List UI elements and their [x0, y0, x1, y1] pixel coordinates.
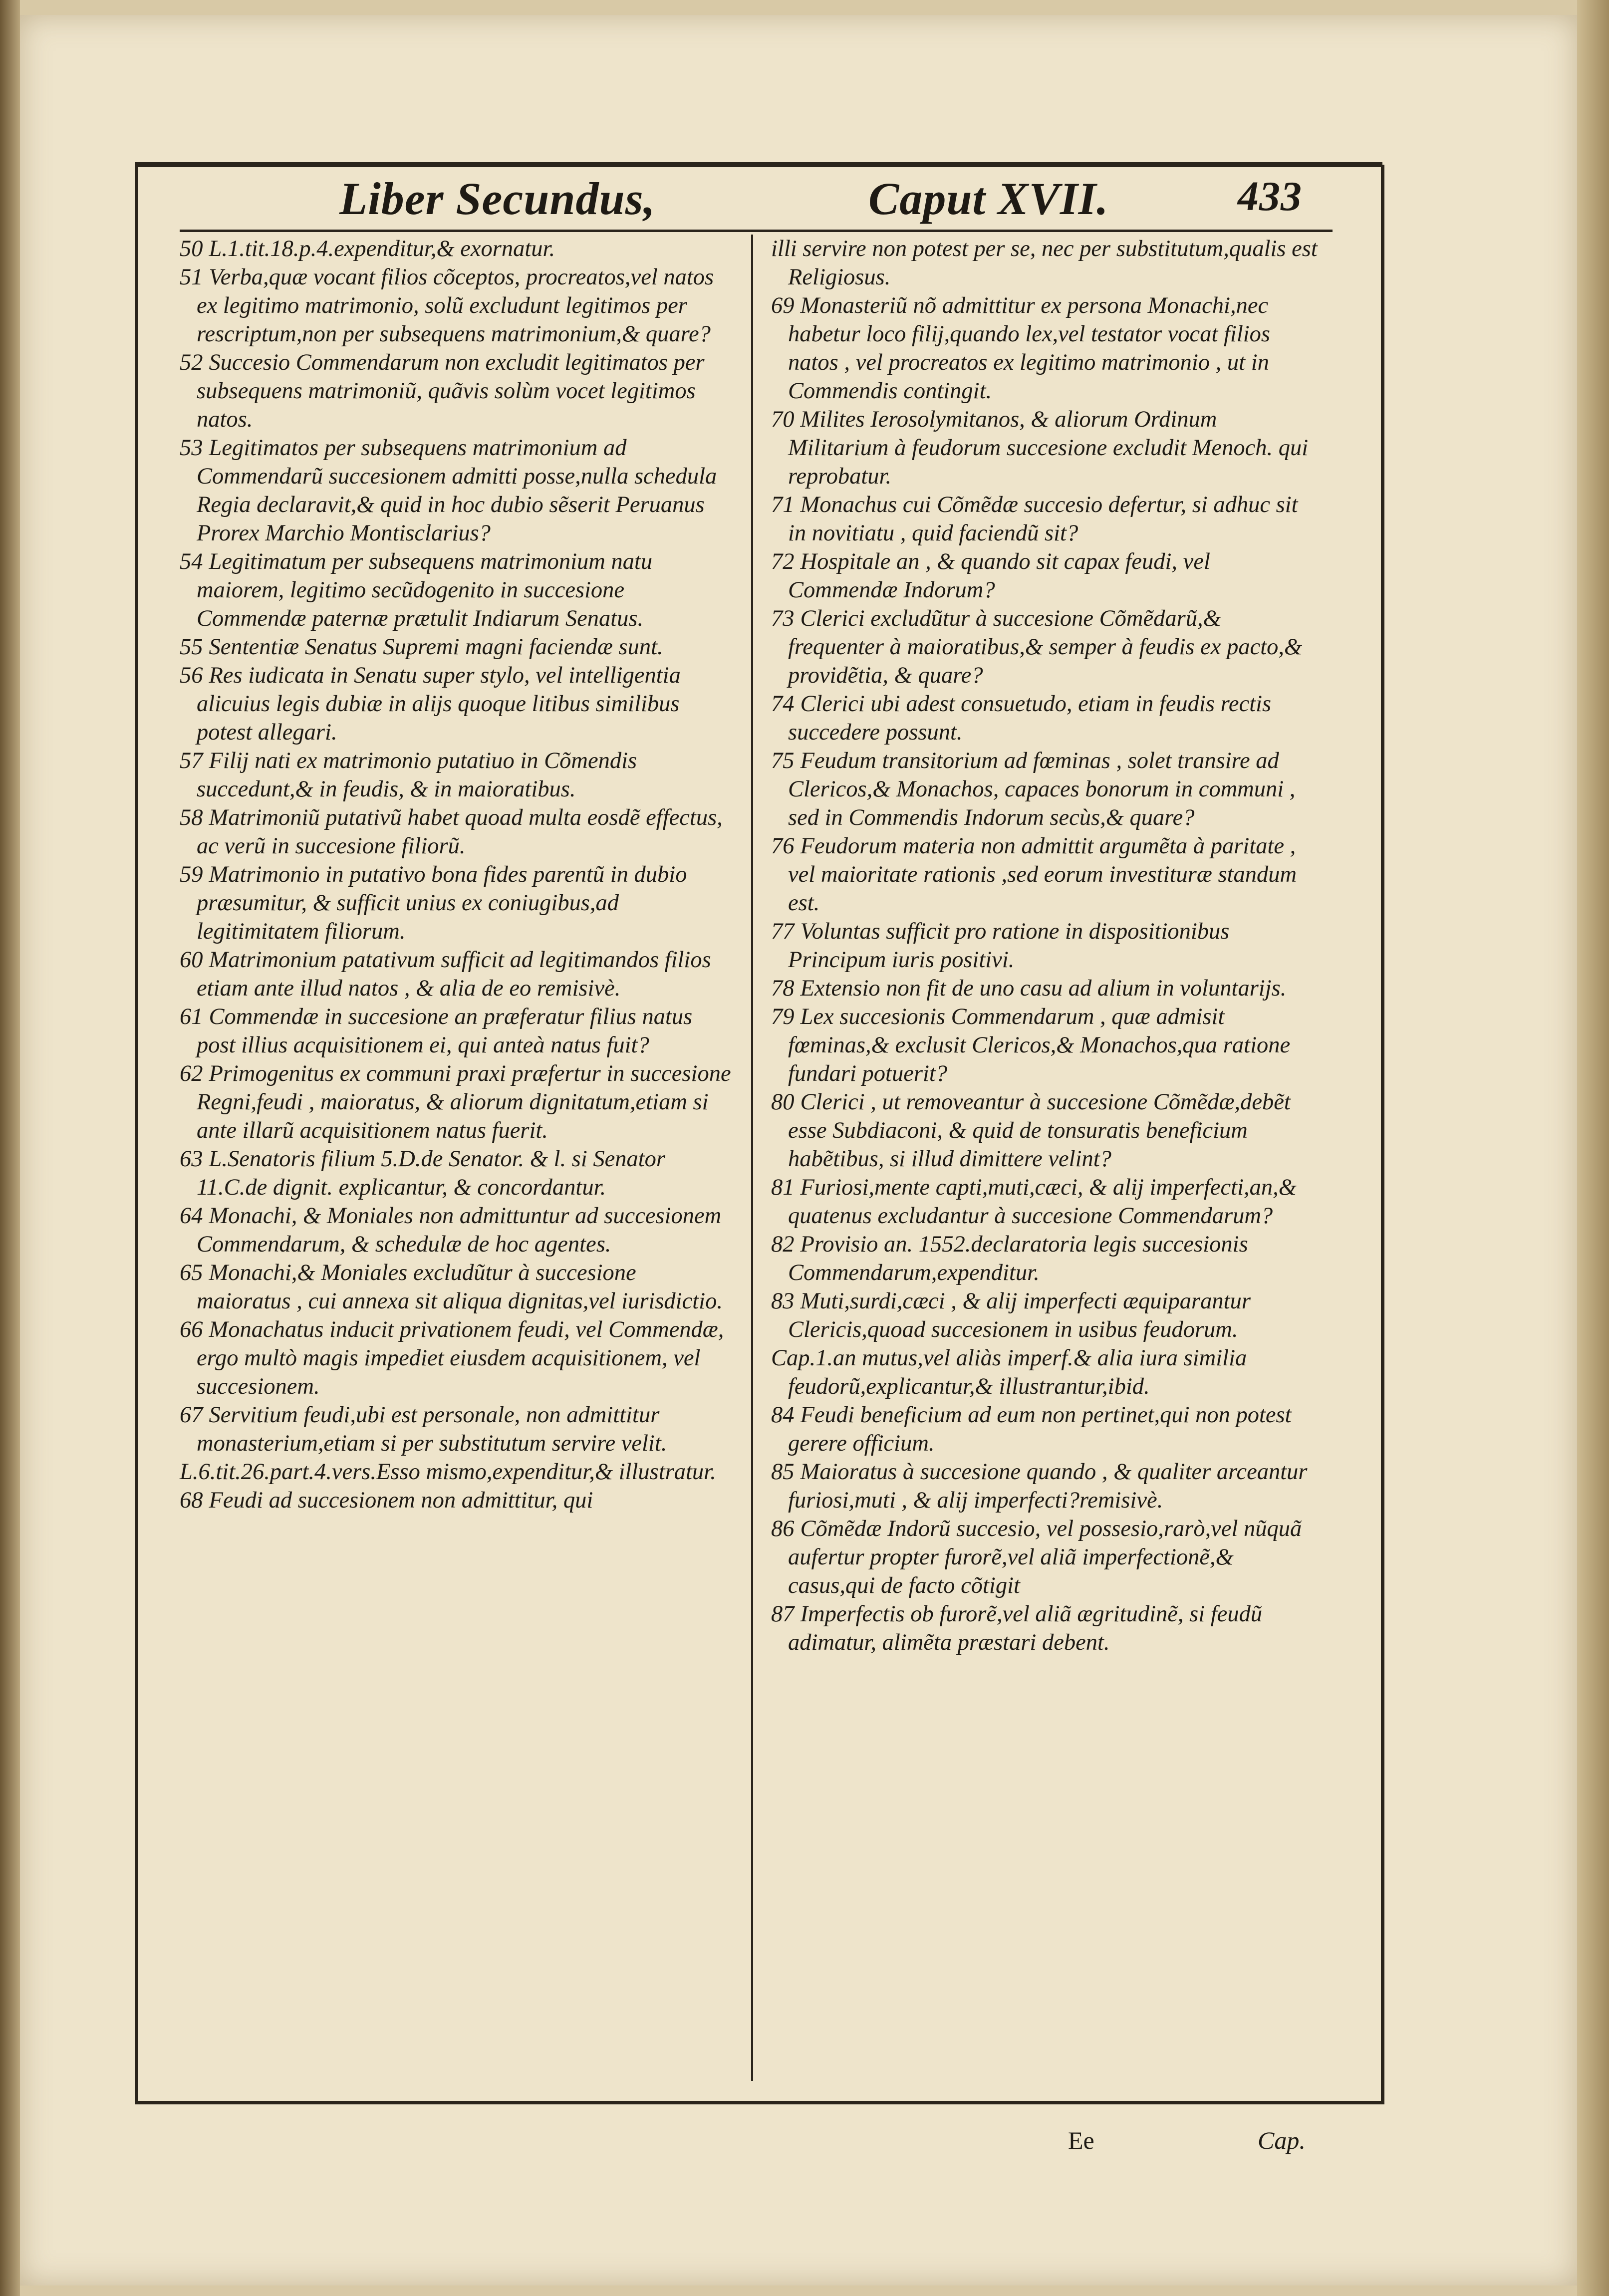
- entry-text: Matrimonium patativum sufficit ad legitimandos filios etiam ante illud natos , & alia de eo remisivè.: [197, 947, 711, 1001]
- page-number: 433: [1238, 173, 1302, 220]
- entry-number: 51: [180, 264, 203, 290]
- entry-text: Hospitale an , & quando sit capax feudi, vel Commendæ Indorum?: [788, 549, 1210, 603]
- entry-number: 70: [771, 407, 795, 432]
- index-entry: [771, 1230, 1320, 1287]
- entry-number: 65: [180, 1260, 203, 1285]
- entry-text: Servitium feudi,ubi est personale, non admittitur monasterium,etiam si per substitutum servire velit.: [197, 1402, 667, 1456]
- entry-text: Feudum transitorium ad fœminas , solet transire ad Clericos,& Monachos, capaces bonorum in communi , sed in Commendis Indorum secùs,& quare?: [788, 748, 1296, 830]
- running-head-center: Caput XVII.: [868, 173, 1109, 224]
- entry-text: Succesio Commendarum non excludit legitimatos per subsequens matrimoniũ, quãvis solùm vocet legitimos natos.: [197, 350, 705, 432]
- left-column: [180, 235, 734, 1515]
- entry-number: 74: [771, 691, 795, 717]
- entry-text: Feudi beneficium ad eum non pertinet,qui non potest gerere officium.: [788, 1402, 1292, 1456]
- entry-text: Monachatus inducit privationem feudi, vel Commendæ, ergo multò magis impediet eiusdem acquisitionem, vel succesionem.: [197, 1317, 724, 1399]
- index-entry: [180, 235, 734, 263]
- entry-text: Matrimonio in putativo bona fides parentũ in dubio præsumitur, & sufficit unius ex coniugibus,ad legitimitatem filiorum.: [197, 862, 687, 944]
- entry-text: Monachi,& Moniales excludũtur à succesione maioratus , cui annexa sit aliqua dignitas,vel iurisdictio.: [197, 1260, 723, 1314]
- index-entry: [180, 803, 734, 860]
- entry-number: 54: [180, 549, 203, 574]
- entry-number: 86: [771, 1516, 795, 1541]
- entry-number: 60: [180, 947, 203, 973]
- entry-text: Monasteriũ nõ admittitur ex persona Monachi,nec habetur loco filij,quando lex,vel testator vocat filios natos , vel procreatos ex legitimo matrimonio , ut in Commendis contingit.: [788, 293, 1271, 404]
- index-entry: [180, 1145, 734, 1202]
- index-entry: [771, 690, 1320, 747]
- entry-text: Verba,quæ vocant filios cõceptos, procreatos,vel natos ex legitimo matrimonio, solũ excludunt legitimos per rescriptum,non per subsequens matrimonium,& quare?: [197, 264, 714, 347]
- entry-number: 62: [180, 1061, 203, 1086]
- index-entry: [771, 491, 1320, 547]
- index-entry: [771, 1344, 1320, 1401]
- entry-number: 59: [180, 862, 203, 887]
- index-entry: [771, 1458, 1320, 1515]
- entry-number: 72: [771, 549, 795, 574]
- index-entry: [771, 604, 1320, 690]
- index-entry: [180, 1259, 734, 1315]
- right-column: [771, 235, 1320, 1657]
- entry-number: 75: [771, 748, 795, 773]
- entry-text: Maioratus à succesione quando , & qualiter arceantur furiosi,muti , & alij imperfecti?remisivè.: [788, 1459, 1308, 1513]
- index-entry: [180, 1315, 734, 1401]
- entry-number: 66: [180, 1317, 203, 1342]
- entry-text: Voluntas sufficit pro ratione in dispositionibus Principum iuris positivi.: [788, 919, 1230, 973]
- index-entry: [180, 747, 734, 803]
- index-entry: [180, 348, 734, 434]
- entry-text: Clerici , ut removeantur à succesione Cõmẽdæ,debẽt esse Subdiaconi, & quid de tonsuratis beneficium habẽtibus, si illud dimittere velint?: [788, 1089, 1291, 1172]
- entry-number: 71: [771, 492, 795, 517]
- running-head-left: Liber Secundus,: [339, 173, 656, 224]
- index-entry: [771, 1515, 1320, 1600]
- entry-text: L.Senatoris filium 5.D.de Senator. & l. si Senator 11.C.de dignit. explicantur, & concordantur.: [197, 1146, 666, 1200]
- entry-text: Clerici ubi adest consuetudo, etiam in feudis rectis succedere possunt.: [788, 691, 1272, 745]
- entry-number: 58: [180, 805, 203, 830]
- index-entry: [180, 1059, 734, 1145]
- entry-text: Muti,surdi,cæci , & alij imperfecti æquiparantur Clericis,quoad succesionem in usibus feudorum.: [788, 1288, 1251, 1342]
- index-entry: [180, 434, 734, 547]
- entry-number: 78: [771, 976, 795, 1001]
- index-entry: [771, 291, 1320, 405]
- entry-number: 76: [771, 833, 795, 859]
- index-entry: [771, 917, 1320, 974]
- index-entry: [771, 547, 1320, 604]
- index-entry: [771, 747, 1320, 832]
- entry-number: 87: [771, 1601, 795, 1627]
- entry-text: Monachi, & Moniales non admittuntur ad succesionem Commendarum, & schedulæ de hoc agentes.: [197, 1203, 722, 1257]
- entry-number: 81: [771, 1175, 795, 1200]
- header-rule-bottom: [180, 230, 1333, 232]
- index-entry: [180, 1202, 734, 1259]
- entry-text: Monachus cui Cõmẽdæ succesio defertur, si adhuc sit in novitiatu , quid faciendũ sit?: [788, 492, 1298, 546]
- entry-number: 84: [771, 1402, 795, 1428]
- entry-text: Feudi ad succesionem non admittitur, qui: [209, 1488, 593, 1513]
- entry-text: Milites Ierosolymitanos, & aliorum Ordinum Militarium à feudorum succesione excludit Menoch. qui reprobatur.: [788, 407, 1309, 489]
- entry-text: L.1.tit.18.p.4.expenditur,& exornatur.: [209, 236, 555, 261]
- index-entry: [180, 1486, 734, 1515]
- entry-text: Legitimatum per subsequens matrimonium natu maiorem, legitimo secũdogenito in succesione Commendæ paternæ prætulit Indiarum Senatus.: [197, 549, 653, 631]
- index-entry: [771, 1600, 1320, 1657]
- entry-text: Legitimatos per subsequens matrimonium ad Commendarũ succesionem admitti posse,nulla schedula Regia declaravit,& quid in hoc dubio sẽserit Peruanus Prorex Marchio Montisclarius?: [197, 435, 717, 546]
- entry-text: Cap.1.an mutus,vel aliàs imperf.& alia iura similia feudorũ,explicantur,& illustrantur,ibid.: [771, 1345, 1247, 1399]
- entry-number: 61: [180, 1004, 203, 1029]
- index-entry: [771, 1287, 1320, 1344]
- entry-text: Clerici excludũtur à succesione Cõmẽdarũ,& frequenter à maioratibus,& semper à feudis ex pacto,& providẽtia, & quare?: [788, 606, 1303, 688]
- entry-number: 55: [180, 634, 203, 660]
- book-gutter: [0, 0, 20, 2296]
- index-entry: [180, 547, 734, 633]
- index-entry: [771, 1401, 1320, 1458]
- entry-number: 83: [771, 1288, 795, 1314]
- column-divider: [751, 235, 753, 2081]
- entry-text: Filij nati ex matrimonio putatiuo in Cõmendis succedunt,& in feudis, & in maioratibus.: [197, 748, 637, 802]
- entry-number: 85: [771, 1459, 795, 1485]
- entry-text: Commendæ in succesione an præferatur filius natus post illius acquisitionem ei, qui anteà natus fuit?: [197, 1004, 693, 1058]
- index-entry: [180, 1003, 734, 1059]
- entry-number: 64: [180, 1203, 203, 1229]
- index-entry: [771, 235, 1320, 291]
- index-entry: [771, 1088, 1320, 1173]
- entry-number: 52: [180, 350, 203, 375]
- entry-text: Lex succesionis Commendarum , quæ admisit fœminas,& exclusit Clericos,& Monachos,qua ratione fundari potuerit?: [788, 1004, 1291, 1086]
- entry-number: 77: [771, 919, 795, 944]
- index-entry: [180, 263, 734, 348]
- entry-text: Feudorum materia non admittit argumẽta à paritate , vel maioritate rationis ,sed eorum investituræ standum est.: [788, 833, 1297, 916]
- entry-number: 79: [771, 1004, 795, 1029]
- entry-number: 82: [771, 1232, 795, 1257]
- entry-number: 73: [771, 606, 795, 631]
- index-entry: [180, 661, 734, 747]
- entry-text: Furiosi,mente capti,muti,cæci, & alij imperfecti,an,& quatenus excludantur à succesione Commendarum?: [788, 1175, 1297, 1229]
- index-entry: [180, 1401, 734, 1458]
- index-entry: [180, 633, 734, 661]
- entry-number: 68: [180, 1488, 203, 1513]
- entry-text: Extensio non fit de uno casu ad alium in voluntarijs.: [800, 976, 1287, 1001]
- entry-text: Cõmẽdæ Indorũ succesio, vel possesio,rarò,vel nũquã aufertur propter furorẽ,vel aliã imperfectionẽ,& casus,qui de facto cõtigit: [788, 1516, 1302, 1598]
- entry-text: Sententiæ Senatus Supremi magni faciendæ sunt.: [209, 634, 663, 660]
- index-entry: [771, 1173, 1320, 1230]
- entry-number: 63: [180, 1146, 203, 1172]
- catchword: Cap.: [1258, 2126, 1306, 2154]
- index-entry: [180, 860, 734, 946]
- signature-mark: Ee: [1068, 2126, 1094, 2154]
- entry-number: 67: [180, 1402, 203, 1428]
- entry-text: L.6.tit.26.part.4.vers.Esso mismo,expenditur,& illustratur.: [180, 1459, 716, 1485]
- index-entry: [771, 405, 1320, 491]
- index-entry: [771, 832, 1320, 917]
- index-entry: [771, 1003, 1320, 1088]
- entry-number: 57: [180, 748, 203, 773]
- entry-number: 80: [771, 1089, 795, 1115]
- index-entry: [180, 1458, 734, 1486]
- entry-text: Provisio an. 1552.declaratoria legis succesionis Commendarum,expenditur.: [788, 1232, 1248, 1285]
- entry-number: 50: [180, 236, 203, 261]
- entry-text: Primogenitus ex communi praxi præfertur in succesione Regni,feudi , maioratus, & aliorum dignitatum,etiam si ante illarũ acquisitionem natus fuerit.: [197, 1061, 731, 1143]
- entry-number: 53: [180, 435, 203, 461]
- index-entry: [180, 946, 734, 1003]
- entry-text: illi servire non potest per se, nec per substitutum,qualis est Religiosus.: [771, 236, 1318, 290]
- page-edge: [1577, 0, 1609, 2296]
- entry-number: 56: [180, 663, 203, 688]
- entry-number: 69: [771, 293, 795, 318]
- entry-text: Res iudicata in Senatu super stylo, vel intelligentia alicuius legis dubiæ in alijs quoque litibus similibus potest allegari.: [197, 663, 681, 745]
- index-entry: [771, 974, 1320, 1003]
- entry-text: Imperfectis ob furorẽ,vel aliã ægritudinẽ, si feudũ adimatur, alimẽta præstari debent.: [788, 1601, 1263, 1655]
- entry-text: Matrimoniũ putativũ habet quoad multa eosdẽ effectus, ac verũ in succesione filiorũ.: [197, 805, 723, 859]
